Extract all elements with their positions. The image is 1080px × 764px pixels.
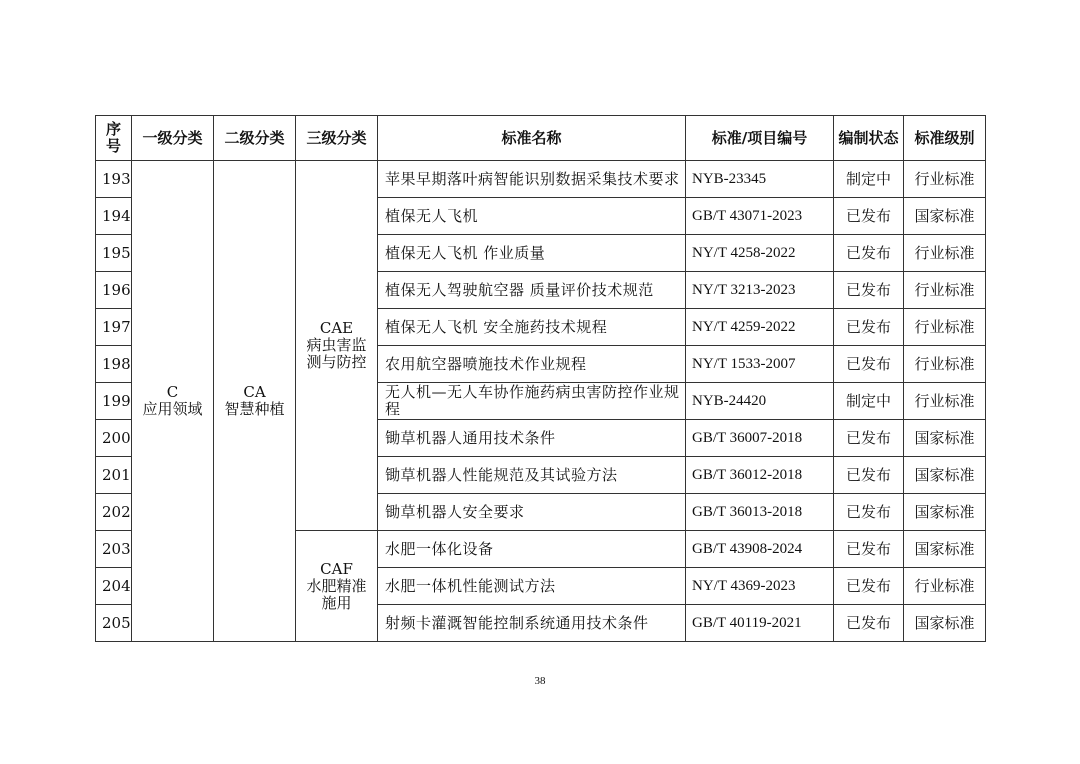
row-standard-name: 植保无人驾驶航空器 质量评价技术规范 (378, 272, 686, 309)
row-standard-code: NYB-23345 (686, 161, 834, 198)
row-standard-code: GB/T 36013-2018 (686, 494, 834, 531)
header-standard-name: 标准名称 (378, 116, 686, 161)
row-level: 行业标准 (904, 568, 986, 605)
header-level2: 二级分类 (214, 116, 296, 161)
row-level: 行业标准 (904, 309, 986, 346)
standards-table (95, 115, 986, 642)
row-status: 已发布 (834, 272, 904, 309)
header-seq-char2: 号 (105, 137, 121, 155)
row-status: 已发布 (834, 309, 904, 346)
row-standard-name: 锄草机器人性能规范及其试验方法 (378, 457, 686, 494)
row-seq: 197 (96, 309, 132, 346)
row-status: 已发布 (834, 568, 904, 605)
row-level: 国家标准 (904, 605, 986, 642)
level3-name-line2: 施用 (321, 593, 352, 612)
level3-name-line2: 测与防控 (306, 353, 367, 371)
row-standard-code: GB/T 40119-2021 (686, 605, 834, 642)
level3-cell-cae (296, 161, 378, 531)
level2-name: 智慧种植 (224, 400, 285, 418)
row-standard-name: 无人机—无人车协作施药病虫害防控作业规程 (378, 383, 686, 420)
row-seq: 194 (96, 198, 132, 235)
row-standard-name: 植保无人飞机 作业质量 (378, 235, 686, 272)
row-level: 行业标准 (904, 346, 986, 383)
row-level: 国家标准 (904, 457, 986, 494)
row-status: 已发布 (834, 457, 904, 494)
row-standard-name: 农用航空器喷施技术作业规程 (378, 346, 686, 383)
level3-cell-caf (296, 531, 378, 642)
row-standard-name: 植保无人飞机 安全施药技术规程 (378, 309, 686, 346)
table-header-row (96, 116, 986, 161)
row-seq: 193 (96, 161, 132, 198)
row-level: 行业标准 (904, 272, 986, 309)
header-seq (96, 116, 132, 161)
row-standard-name: 水肥一体机性能测试方法 (378, 568, 686, 605)
row-seq: 205 (96, 605, 132, 642)
header-status: 编制状态 (834, 116, 904, 161)
row-status: 已发布 (834, 605, 904, 642)
row-standard-code: NYB-24420 (686, 383, 834, 420)
row-status: 已发布 (834, 531, 904, 568)
row-standard-name: 水肥一体化设备 (378, 531, 686, 568)
row-standard-name: 射频卡灌溉智能控制系统通用技术条件 (378, 605, 686, 642)
row-standard-code: NY/T 4369-2023 (686, 568, 834, 605)
row-level: 国家标准 (904, 198, 986, 235)
level2-cell (214, 161, 296, 642)
row-status: 已发布 (834, 420, 904, 457)
row-standard-name: 锄草机器人安全要求 (378, 494, 686, 531)
table-row (96, 161, 986, 198)
row-standard-code: NY/T 1533-2007 (686, 346, 834, 383)
level3-code: CAF (320, 559, 353, 578)
level1-name: 应用领域 (142, 400, 203, 418)
row-standard-name: 锄草机器人通用技术条件 (378, 420, 686, 457)
level3-name-line1: 水肥精准 (306, 576, 367, 595)
row-level: 国家标准 (904, 420, 986, 457)
page-number: 38 (534, 675, 546, 687)
header-level1: 一级分类 (132, 116, 214, 161)
row-status: 已发布 (834, 346, 904, 383)
row-seq: 200 (96, 420, 132, 457)
row-standard-code: GB/T 36012-2018 (686, 457, 834, 494)
row-standard-code: GB/T 36007-2018 (686, 420, 834, 457)
level2-code: CA (243, 383, 266, 401)
row-seq: 195 (96, 235, 132, 272)
level3-name-line1: 病虫害监 (306, 336, 367, 354)
row-standard-code: NY/T 3213-2023 (686, 272, 834, 309)
row-seq: 201 (96, 457, 132, 494)
level1-code: C (166, 383, 179, 401)
row-level: 行业标准 (904, 161, 986, 198)
row-level: 国家标准 (904, 494, 986, 531)
row-level: 国家标准 (904, 531, 986, 568)
row-level: 行业标准 (904, 235, 986, 272)
header-level3: 三级分类 (296, 116, 378, 161)
row-seq: 203 (96, 531, 132, 568)
row-seq: 199 (96, 383, 132, 420)
row-level: 行业标准 (904, 383, 986, 420)
row-seq: 198 (96, 346, 132, 383)
row-status: 已发布 (834, 494, 904, 531)
row-standard-code: NY/T 4258-2022 (686, 235, 834, 272)
level1-cell (132, 161, 214, 642)
header-standard-code: 标准/项目编号 (686, 116, 834, 161)
row-standard-name: 苹果早期落叶病智能识别数据采集技术要求 (378, 161, 686, 198)
header-seq-char1: 序 (105, 120, 121, 138)
row-seq: 202 (96, 494, 132, 531)
row-status: 已发布 (834, 235, 904, 272)
row-status: 已发布 (834, 198, 904, 235)
row-standard-code: GB/T 43071-2023 (686, 198, 834, 235)
row-seq: 196 (96, 272, 132, 309)
row-standard-code: NY/T 4259-2022 (686, 309, 834, 346)
row-status: 制定中 (834, 383, 904, 420)
level3-code: CAE (319, 319, 354, 337)
row-seq: 204 (96, 568, 132, 605)
row-status: 制定中 (834, 161, 904, 198)
row-standard-name: 植保无人飞机 (378, 198, 686, 235)
row-standard-code: GB/T 43908-2024 (686, 531, 834, 568)
header-level: 标准级别 (904, 116, 986, 161)
